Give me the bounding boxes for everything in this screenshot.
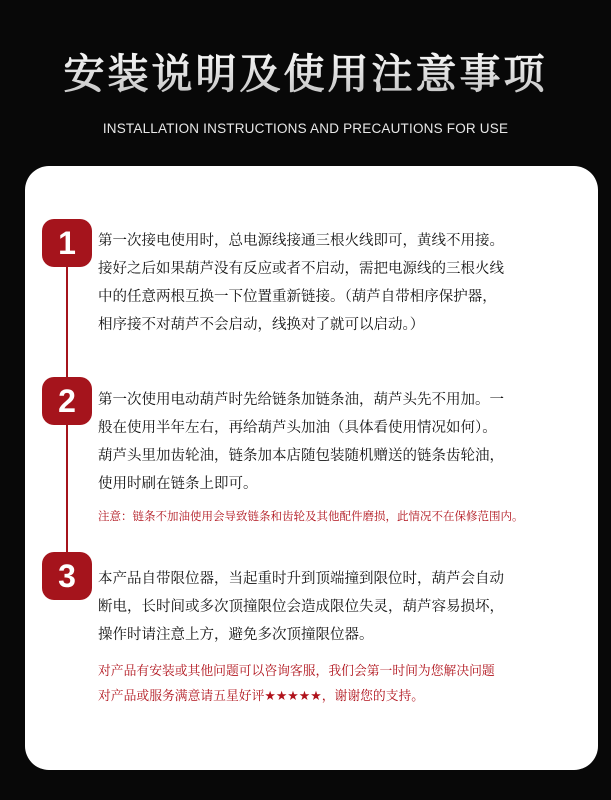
- step-2-line-3: 葫芦头里加齿轮油，链条加本店随包装随机赠送的链条齿轮油，: [98, 448, 504, 464]
- step-3-line-3: 操作时请注意上方，避免多次顶撞限位器。: [98, 627, 374, 643]
- step-2-text: [98, 386, 584, 498]
- step-3-line-2: 断电，长时间或多次顶撞限位会造成限位失灵，葫芦容易损坏，: [98, 599, 504, 615]
- step-1-line-4: 相序接不对葫芦不会启动，线换对了就可以启动。）: [98, 317, 425, 333]
- contact-line-1: 对产品有安装或其他问题可以咨询客服，我们会第一时间为您解决问题: [98, 664, 495, 679]
- step-2-badge: 2: [42, 377, 92, 425]
- step-2-line-2: 般在使用半年左右，再给葫芦头加油（具体看使用情况如何）。: [98, 420, 497, 436]
- step-3-text: [98, 565, 584, 649]
- step-2-note: 注意：链条不加油使用会导致链条和齿轮及其他配件磨损，此情况不在保修范围内。: [98, 509, 524, 523]
- contact-note: [98, 659, 584, 709]
- page-subtitle: INSTALLATION INSTRUCTIONS AND PRECAUTIONS FOR USE: [102, 121, 509, 136]
- step-3-badge: 3: [42, 552, 92, 600]
- step-2-line-1: 第一次使用电动葫芦时先给链条加链条油，葫芦头先不用加。一: [98, 392, 504, 408]
- step-1-line-2: 接好之后如果葫芦没有反应或者不启动，需把电源线的三根火线: [98, 261, 504, 277]
- step-1-line-3: 中的任意两根互换一下位置重新链接。（葫芦自带相序保护器，: [98, 289, 497, 305]
- page-title: 安装说明及使用注意事项: [0, 46, 611, 102]
- instructions-card: [25, 166, 598, 770]
- step-3-line-1: 本产品自带限位器，当起重时升到顶端撞到限位时，葫芦会自动: [98, 571, 504, 587]
- step-1-line-1: 第一次接电使用时，总电源线接通三根火线即可，黄线不用接。: [98, 233, 504, 249]
- contact-line-2: 对产品或服务满意请五星好评★★★★★，谢谢您的支持。: [98, 689, 425, 704]
- step-1-badge: 1: [42, 219, 92, 267]
- step-2-line-4: 使用时刷在链条上即可。: [98, 476, 258, 492]
- step-1-text: [98, 227, 584, 339]
